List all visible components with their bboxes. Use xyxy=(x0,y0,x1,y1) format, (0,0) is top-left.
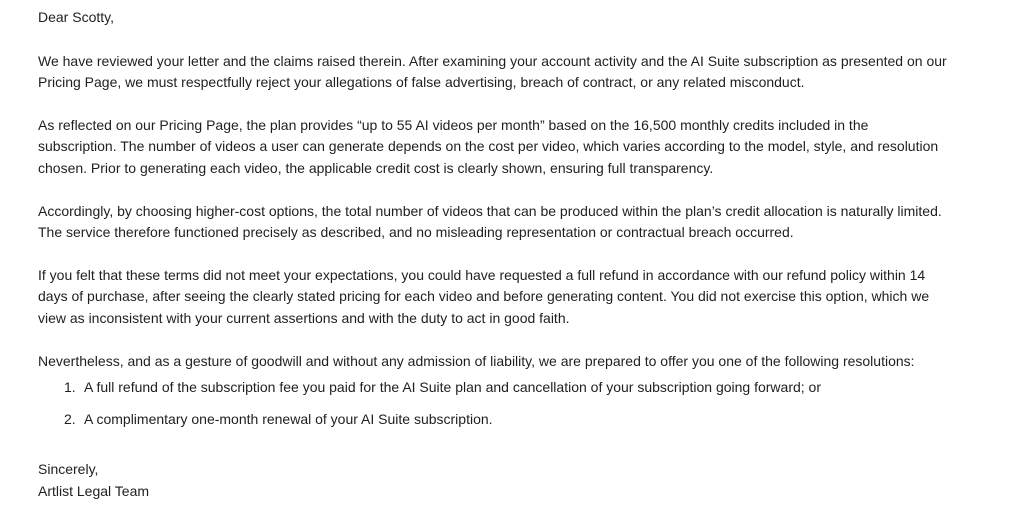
list-number: 2. xyxy=(64,411,76,428)
paragraph-line: Nevertheless, and as a gesture of goodwill and without any admission of liability, we are prepared to offer you one of the following resolutions: xyxy=(38,352,915,369)
paragraph-line: Accordingly, by choosing higher-cost options, the total number of videos that can be produced within the plan’s credit allocation is naturally limited. xyxy=(38,202,942,219)
paragraph-pricing xyxy=(38,115,1030,180)
paragraph-line: view as inconsistent with your current assertions and with the duty to act in good faith. xyxy=(38,309,570,326)
list-item xyxy=(64,372,1030,404)
greeting: Dear Scotty, xyxy=(38,9,114,25)
list-item-text: A complimentary one-month renewal of your AI Suite subscription. xyxy=(84,411,493,428)
closing: Sincerely, xyxy=(38,461,99,478)
paragraph-line: chosen. Prior to generating each video, the applicable credit cost is clearly shown, ensuring full transparency. xyxy=(38,159,714,176)
paragraph-goodwill xyxy=(38,351,1030,373)
paragraph-rejection xyxy=(38,51,1030,94)
resolutions-list xyxy=(38,372,1030,436)
paragraph-line: The service therefore functioned precisely as described, and no misleading representation or contractual breach occurred. xyxy=(38,224,794,241)
paragraph-conclusion xyxy=(38,201,1030,244)
list-item xyxy=(64,404,1030,436)
paragraph-line: days of purchase, after seeing the clearly stated pricing for each video and before generating content. You did not exercise this option, which we xyxy=(38,288,930,305)
paragraph-refund-policy xyxy=(38,265,1030,330)
signature: Artlist Legal Team xyxy=(38,482,150,499)
paragraph-line: subscription. The number of videos a user can generate depends on the cost per video, which varies according to the model, style, and resolution xyxy=(38,138,939,155)
paragraph-line: If you felt that these terms did not meet your expectations, you could have requested a full refund in accordance with our refund policy within 14 xyxy=(38,266,926,283)
list-item-text: A full refund of the subscription fee you paid for the AI Suite plan and cancellation of your subscription going forward; or xyxy=(84,379,822,396)
paragraph-line: We have reviewed your letter and the claims raised therein. After examining your account activity and the AI Suite subscription as presented on our xyxy=(38,52,947,69)
list-number: 1. xyxy=(64,379,76,396)
paragraph-line: As reflected on our Pricing Page, the plan provides “up to 55 AI videos per month” based on the 16,500 monthly credits included in the xyxy=(38,116,869,133)
paragraph-line: Pricing Page, we must respectfully reject your allegations of false advertising, breach of contract, or any related misconduct. xyxy=(38,74,805,91)
signature-block xyxy=(38,459,1030,502)
